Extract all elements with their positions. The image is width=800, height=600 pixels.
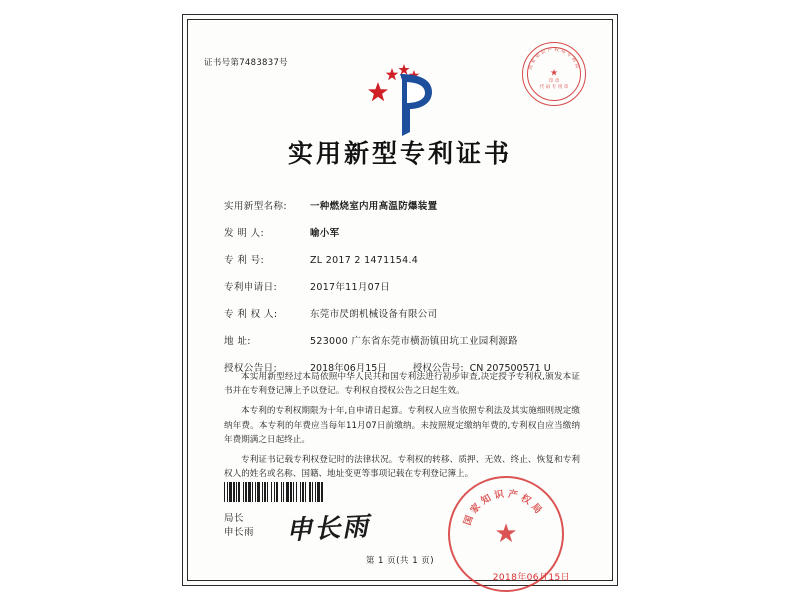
barcode-bar	[281, 482, 282, 502]
field-value: 喻小军	[310, 228, 340, 239]
barcode-bar	[245, 482, 247, 502]
field-label: 实用新型名称:	[224, 201, 288, 212]
barcode-bar	[257, 482, 260, 502]
handwritten-signature: 申长雨	[285, 511, 371, 547]
barcode-bar	[302, 482, 304, 502]
seal-arc-text: 国 家 知 识 产 权 局 专 利 局	[528, 47, 580, 71]
legal-text	[224, 370, 580, 487]
field-label: 专 利 号:	[224, 255, 265, 266]
barcode-bar	[227, 482, 228, 502]
grant-number-label: 授权公告号:	[412, 363, 464, 374]
field-label: 专利申请日:	[224, 282, 278, 293]
signature-block	[224, 512, 254, 541]
legal-paragraph-1: 本实用新型经过本局依照中华人民共和国专利法进行初步审查,决定授予专利权,颁发本证书并在专利登记簿上予以登记。专利权自授权公告之日起生效。	[224, 372, 580, 397]
page-number: 第 1 页(共 1 页)	[365, 556, 435, 566]
barcode-bar	[274, 482, 275, 502]
barcode-bar	[286, 482, 289, 502]
barcode-bar	[264, 482, 266, 502]
barcode-bar	[252, 482, 253, 502]
barcode-bar	[267, 482, 268, 502]
field-label: 地 址:	[224, 336, 251, 347]
field-label: 发 明 人:	[224, 228, 265, 239]
page-title: 实用新型专利证书	[287, 139, 512, 168]
seal-star-icon: ★	[549, 68, 559, 79]
grant-number-value: CN 207500571 U	[469, 363, 551, 374]
barcode-bar	[224, 482, 225, 502]
barcode-bar	[305, 482, 306, 502]
national-intellectual-property-emblem-icon	[352, 60, 448, 136]
legal-paragraph-3: 专利证书记载专利权登记时的法律状况。专利权的转移、质押、无效、终止、恢复和专利权人的姓名或名称、国籍、地址变更等事项记载在专利登记簿上。	[224, 454, 580, 480]
certificate-sheet	[182, 14, 618, 586]
field-row-patentee	[224, 306, 582, 320]
barcode-bar	[296, 482, 297, 502]
barcode-bar	[229, 482, 232, 502]
barcode-bar	[255, 482, 256, 502]
barcode-bar	[248, 482, 251, 502]
certificate-fields	[224, 198, 582, 387]
barcode-bar	[293, 482, 294, 502]
field-value: ZL 2017 2 1471154.4	[310, 255, 419, 266]
field-value: 东莞市昃朗机械设备有限公司	[310, 309, 438, 320]
field-value: 523000 广东省东莞市横沥镇田坑工业园利源路	[310, 336, 518, 347]
field-row-utility-model-name	[224, 198, 582, 212]
seal-star-icon: ★	[494, 519, 518, 549]
grant-date-value: 2018年06月15日	[310, 363, 387, 374]
barcode-bar	[243, 482, 244, 502]
field-row-address	[224, 333, 582, 347]
field-value: 2017年11月07日	[310, 282, 391, 293]
barcode-bar	[233, 482, 235, 502]
barcode-bar	[236, 482, 237, 502]
field-row-inventor	[224, 225, 582, 239]
seal-center-text: 印 章 代 码 专 用 章	[539, 78, 569, 90]
barcode-bar	[321, 482, 323, 502]
state-intellectual-property-office-seal: 国 家 知 识 产 权 局 ★	[448, 476, 564, 592]
barcode-bar	[262, 482, 263, 502]
director-name: 申长雨	[224, 527, 255, 539]
barcode-bar	[238, 482, 240, 502]
certificate-barcode	[224, 482, 384, 502]
barcode-bar	[317, 482, 320, 502]
field-row-patent-number	[224, 252, 582, 266]
field-value: 一种燃烧室内用高温防爆装置	[310, 201, 438, 212]
seal-date: 2018年06月15日	[492, 573, 570, 583]
field-row-application-date	[224, 279, 582, 293]
barcode-bar	[309, 482, 311, 502]
registration-seal	[522, 42, 586, 106]
barcode-bar	[315, 482, 316, 502]
field-label: 专 利 权 人:	[224, 309, 278, 320]
barcode-bar	[290, 482, 292, 502]
legal-paragraph-2: 本专利的专利权期限为十年,自申请日起算。专利权人应当依照专利法及其实施细则规定缴纳年费。本专利的年费应当每年11月07日前缴纳。未按照规定缴纳年费的,专利权自应当缴纳年费期满之日起终止。	[224, 406, 580, 445]
certificate-content	[200, 30, 600, 583]
grant-date-label: 授权公告日:	[224, 363, 278, 374]
barcode-bar	[276, 482, 278, 502]
barcode-bar	[271, 482, 272, 502]
barcode-bar	[283, 482, 284, 502]
barcode-bar	[300, 482, 301, 502]
barcode-bar	[312, 482, 313, 502]
certificate-number: 证书号第7483837号	[204, 58, 288, 68]
director-label: 局长	[224, 513, 245, 524]
